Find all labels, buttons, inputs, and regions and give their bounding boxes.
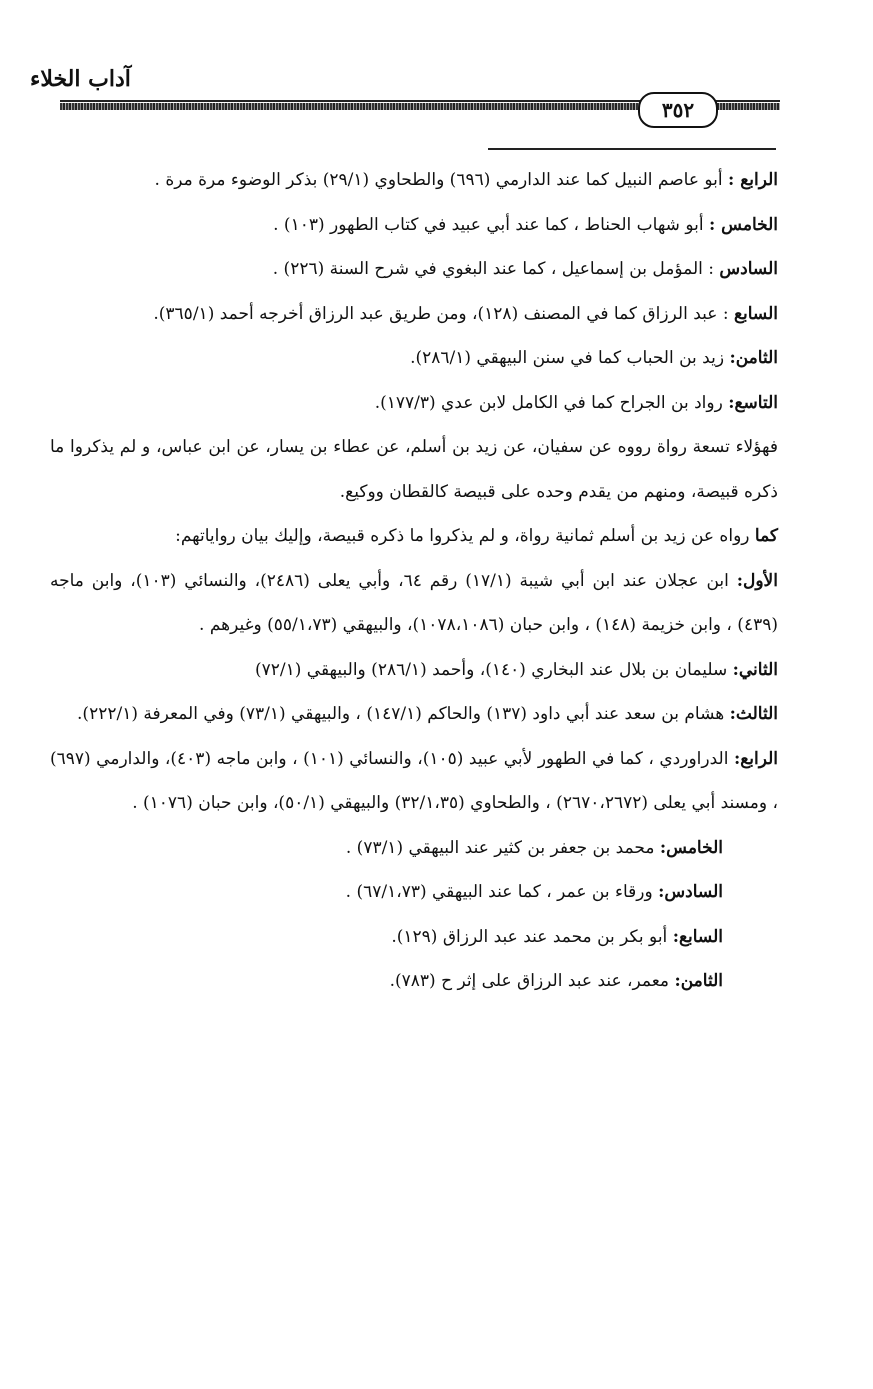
paragraph-text: فهؤلاء تسعة رواة رووه عن سفيان، عن زيد بن أسلم، عن عطاء بن يسار، عن ابن عباس، و لم يذكروا ما ذكره قبيصة، ومنهم من يقدم وحده على قبيصة كالقطان ووكيع. (50, 437, 778, 502)
paragraph-text: ورقاء بن عمر ، كما عند البيهقي (٦٧/١،٧٣) . (345, 882, 659, 902)
paragraph-label: الثاني: (732, 659, 778, 680)
paragraph (50, 158, 778, 203)
paragraph (50, 247, 778, 292)
running-header-title: آداب الخلاء (30, 66, 131, 92)
paragraph-label: الرابع: (733, 748, 778, 769)
paragraph (50, 737, 778, 826)
paragraph (50, 514, 778, 559)
paragraph (50, 425, 778, 514)
paragraph-label: التاسع: (728, 392, 778, 413)
paragraph (50, 692, 778, 737)
paragraph-text: أبو عاصم النبيل كما عند الدارمي (٦٩٦) والطحاوي (٢٩/١) بذكر الوضوء مرة مرة . (154, 170, 729, 190)
page-body (50, 158, 778, 1004)
paragraph-label: الثالث: (729, 704, 778, 724)
paragraph (50, 826, 778, 871)
paragraph-label: السابع (733, 303, 778, 324)
paragraph (50, 336, 778, 381)
paragraph-label: الخامس : (708, 214, 778, 235)
paragraph-label: الثامن: (674, 971, 723, 991)
paragraph-text: سليمان بن بلال عند البخاري (١٤٠)، وأحمد (٢٨٦/١) والبيهقي (٧٢/١) (254, 659, 733, 680)
paragraph (50, 870, 778, 915)
paragraph-label: الثامن: (729, 348, 778, 368)
paragraph-label: الرابع : (728, 170, 778, 190)
paragraph-text: محمد بن جعفر بن كثير عند البيهقي (٧٣/١) . (345, 837, 660, 858)
paragraph-label: الأول: (736, 570, 778, 591)
paragraph-text: أبو بكر بن محمد عند عبد الرزاق (١٢٩). (391, 926, 673, 947)
paragraph-text: رواد بن الجراح كما في الكامل لابن عدي (١٧٧/٣). (374, 392, 729, 413)
paragraph (50, 203, 778, 248)
paragraph-text: رواه عن زيد بن أسلم ثمانية رواة، و لم يذكروا ما ذكره قبيصة، وإليك بيان رواياتهم: (175, 526, 755, 546)
paragraph (50, 381, 778, 426)
paragraph-label: كما (754, 526, 778, 546)
paragraph (50, 292, 778, 337)
paragraph (50, 648, 778, 693)
paragraph-text: : عبد الرزاق كما في المصنف (١٢٨)، ومن طريق عبد الرزاق أخرجه أحمد (٣٦٥/١). (153, 303, 734, 324)
paragraph-text: الدراوردي ، كما في الطهور لأبي عبيد (١٠٥)، والنسائي (١٠١) ، وابن ماجه (٤٠٣)، والدارمي (٦٩٧) ، ومسند أبي يعلى (٢٦٧٠،٢٦٧٢) ، والطحاوي (٣٢/١،٣٥) والبيهقي (٥٠/١)، وابن حبان (١٠٧٦) . (50, 748, 778, 813)
text-separator (488, 148, 776, 150)
paragraph-text: أبو شهاب الحناط ، كما عند أبي عبيد في كتاب الطهور (١٠٣) . (273, 214, 709, 235)
paragraph-label: السادس (719, 259, 778, 279)
paragraph (50, 559, 778, 648)
paragraph-label: السادس: (658, 882, 723, 902)
paragraph-text: معمر، عند عبد الرزاق على إثر ح (٧٨٣). (389, 971, 675, 991)
paragraph-text: ابن عجلان عند ابن أبي شيبة (١٧/١) رقم ٦٤، وأبي يعلى (٢٤٨٦)، والنسائي (١٠٣)، وابن ماجه (٤٣٩) ، وابن خزيمة (١٤٨) ، وابن حبان (١٠٧٨،١٠٨٦)، والبيهقي (٥٥/١،٧٣) وغيرهم . (50, 570, 778, 635)
paragraph (50, 959, 778, 1004)
paragraph (50, 915, 778, 960)
paragraph-text: زيد بن الحباب كما في سنن البيهقي (٢٨٦/١). (410, 348, 730, 368)
paragraph-text: هشام بن سعد عند أبي داود (١٣٧) والحاكم (١٤٧/١) ، والبيهقي (٧٣/١) وفي المعرفة (٢٢٢/١). (77, 704, 730, 724)
paragraph-label: السابع: (672, 926, 723, 947)
page-number: ٣٥٢ (638, 92, 718, 128)
paragraph-text: : المؤمل بن إسماعيل ، كما عند البغوي في شرح السنة (٢٢٦) . (272, 259, 720, 279)
paragraph-label: الخامس: (659, 837, 723, 858)
